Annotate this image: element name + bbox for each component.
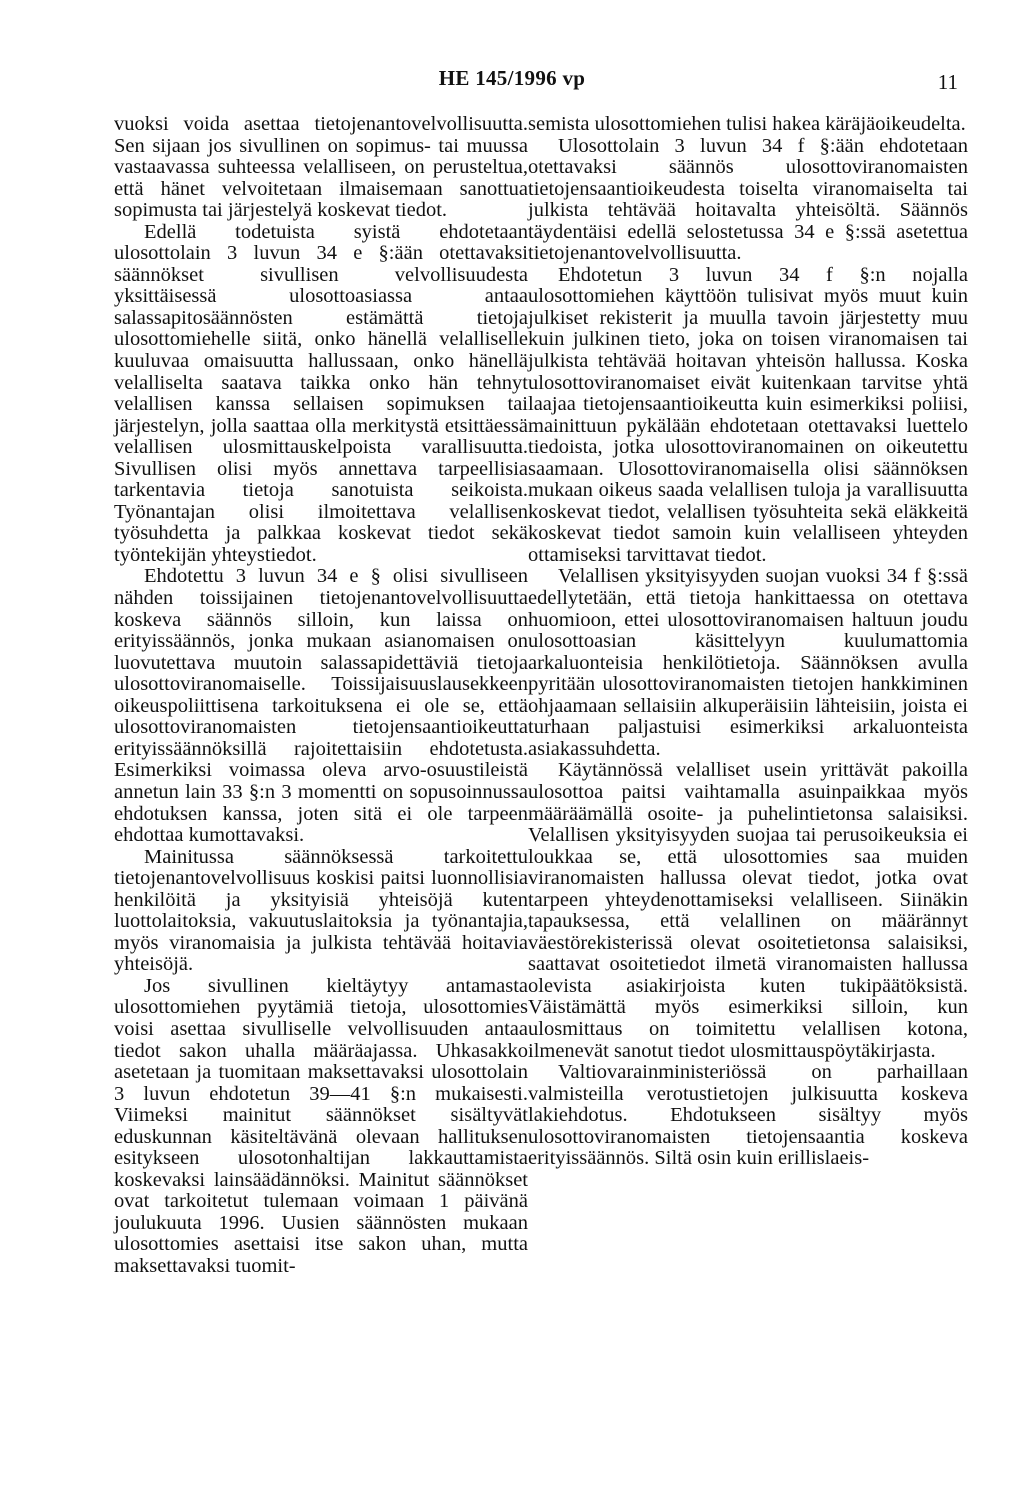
- paragraph: vuoksi voida asettaa tietojenantovelvollisuutta. Sen sijaan jos sivullinen on sopimus- tai muussa vastaavassa suhteessa velalliseen, on perusteltua, että hänet velvoitetaan ilmaisemaan sanottua sopimusta tai järjestelyä koskevat tiedot.: [114, 113, 528, 222]
- paragraph: Käytännössä velalliset usein yrittävät pakoilla ulosottoa paitsi vaihtamalla asuinpaikkaa myös määräämällä osoite- ja puhelintietonsa salaisiksi. Velallisen yksityisyyden suojaa tai perusoikeuksia ei loukkaa se, että ulosottomies saa muiden viranomaisten hallussa olevat tiedot, jotka ovat tarpeen yhteydenottamiseksi velalliseen. Siinäkin tapauksessa, että velallinen on määrännyt väestörekisterissä olevat osoitetietonsa salaisiksi, saattavat osoitetiedot ilmetä viranomaisten hallussa olevista asiakirjoista kuten tukipäätöksistä. Väistämättä myös esimerkiksi silloin, kun ulosmittaus on toimitettu velallisen kotona, ilmenevät sanotut tiedot ulosmittauspöytäkirjasta.: [528, 759, 968, 1062]
- right-column: [528, 114, 968, 1170]
- paragraph: Valtiovarainministeriössä on parhaillaan valmisteilla verotustietojen julkisuutta koskeva lakiehdotus. Ehdotukseen sisältyy myös ulosottoviranomaisten tietojensaantia koskeva erityissäännös. Siltä osin kuin erillislaeis-: [528, 1061, 968, 1170]
- paragraph: Jos sivullinen kieltäytyy antamasta ulosottomiehen pyytämiä tietoja, ulosottomies voisi asettaa sivulliselle velvollisuuden antaa tiedot sakon uhalla määräajassa. Uhkasakko asetetaan ja tuomitaan maksettavaksi ulosottolain 3 luvun ehdotetun 39—41 §:n mukaisesti. Viimeksi mainitut säännökset sisältyvät eduskunnan käsiteltävänä olevaan hallituksen esitykseen ulosotonhaltijan lakkauttamista koskevaksi lainsäädännöksi. Mainitut säännökset ovat tarkoitetut tulemaan voimaan 1 päivänä joulukuuta 1996. Uusien säännösten mukaan ulosottomies asettaisi itse sakon uhan, mutta maksettavaksi tuomit-: [114, 974, 528, 1277]
- paragraph: Ulosottolain 3 luvun 34 f §:ään ehdotetaan otettavaksi säännös ulosottoviranomaisten tietojensaantioikeudesta toiselta viranomaiselta tai julkista tehtävää hoitavalta yhteisöltä. Säännös täydentäisi edellä selostetussa 34 e §:ssä asetettua tietojenantovelvollisuutta.: [528, 134, 968, 265]
- page-number: 11: [937, 70, 958, 94]
- paragraph: semista ulosottomiehen tulisi hakea käräjäoikeudelta.: [528, 113, 966, 135]
- document-title: HE 145/1996 vp: [438, 66, 586, 90]
- paragraph: Mainitussa säännöksessä tarkoitettu tietojenantovelvollisuus koskisi paitsi luonnollisia henkilöitä ja yksityisiä yhteisöjä kuten luottolaitoksia, vakuutuslaitoksia ja työnantajia, myös viranomaisia ja julkista tehtävää hoitavia yhteisöjä.: [114, 845, 528, 976]
- paragraph: Velallisen yksityisyyden suojan vuoksi 34 f §:ssä edellytetään, että tietoja hankittaessa on otettava huomioon, ettei ulosottoviranomaisen haltuun joudu ulosottoasian käsittelyyn kuulumattomia arkaluonteisia henkilötietoja. Säännöksen avulla pyritään ulosottoviranomaisten tietojen hankkiminen ohjaamaan sellaisiin alkuperäisiin lähteisiin, joista ei turhaan paljastuisi esimerkiksi arkaluonteista asiakassuhdetta.: [528, 565, 968, 760]
- page-header: [0, 50, 1024, 94]
- left-column: [114, 114, 528, 1278]
- paragraph: Edellä todetuista syistä ehdotetaan ulosottolain 3 luvun 34 e §:ään otettavaksi säännökset sivullisen velvollisuudesta yksittäisessä ulosottoasiassa antaa salassapitosäännösten estämättä tietoja ulosottomiehelle siitä, onko hänellä velalliselle kuuluvaa omaisuutta hallussaan, onko hänellä velalliselta saatava taikka onko hän tehnyt velallisen kanssa sellaisen sopimuksen tai järjestelyn, jolla saattaa olla merkitystä etsittäessä velallisen ulosmittauskelpoista varallisuutta. Sivullisen olisi myös annettava tarpeellisia tarkentavia tietoja sanotuista seikoista. Työnantajan olisi ilmoitettava velallisen työsuhdetta ja palkkaa koskevat tiedot sekä työntekijän yhteystiedot.: [114, 220, 528, 566]
- paragraph: Ehdotetun 3 luvun 34 f §:n nojalla ulosottomiehen käyttöön tulisivat myös muut kuin julkiset rekisterit ja muulla tavoin järjestetty muu kuin julkinen tieto, joka on toisen viranomaisen tai julkista tehtävää hoitavan yhteisön hallussa. Koska ulosottoviranomaiset eivät kuitenkaan tarvitse yhtä laajaa tietojensaantioikeutta kuin esimerkiksi poliisi, mainittuun pykälään ehdotetaan otettavaksi luettelo tiedoista, jotka ulosottoviranomainen on oikeutettu saamaan. Ulosottoviranomaisella olisi säännöksen mukaan oikeus saada velallisen tuloja ja varallisuutta koskevat tiedot, velallisen työsuhteita sekä eläkkeitä koskevat tiedot samoin kuin velalliseen yhteyden ottamiseksi tarvittavat tiedot.: [528, 263, 968, 566]
- paragraph: Ehdotettu 3 luvun 34 e § olisi sivulliseen nähden toissijainen tietojenantovelvollisuutta koskeva säännös silloin, kun laissa on erityissäännös, jonka mukaan asianomaisen on luovutettava muutoin salassapidettäviä tietoja ulosottoviranomaiselle. Toissijaisuuslausekkeen oikeuspoliittisena tarkoituksena ei ole se, että ulosottoviranomaisten tietojensaantioikeutta erityissäännöksillä rajoitettaisiin ehdotetusta. Esimerkiksi voimassa oleva arvo-osuustileistä annetun lain 33 §:n 3 momentti on sopusoinnussa ehdotuksen kanssa, joten sitä ei ole tarpeen ehdottaa kumottavaksi.: [114, 565, 528, 847]
